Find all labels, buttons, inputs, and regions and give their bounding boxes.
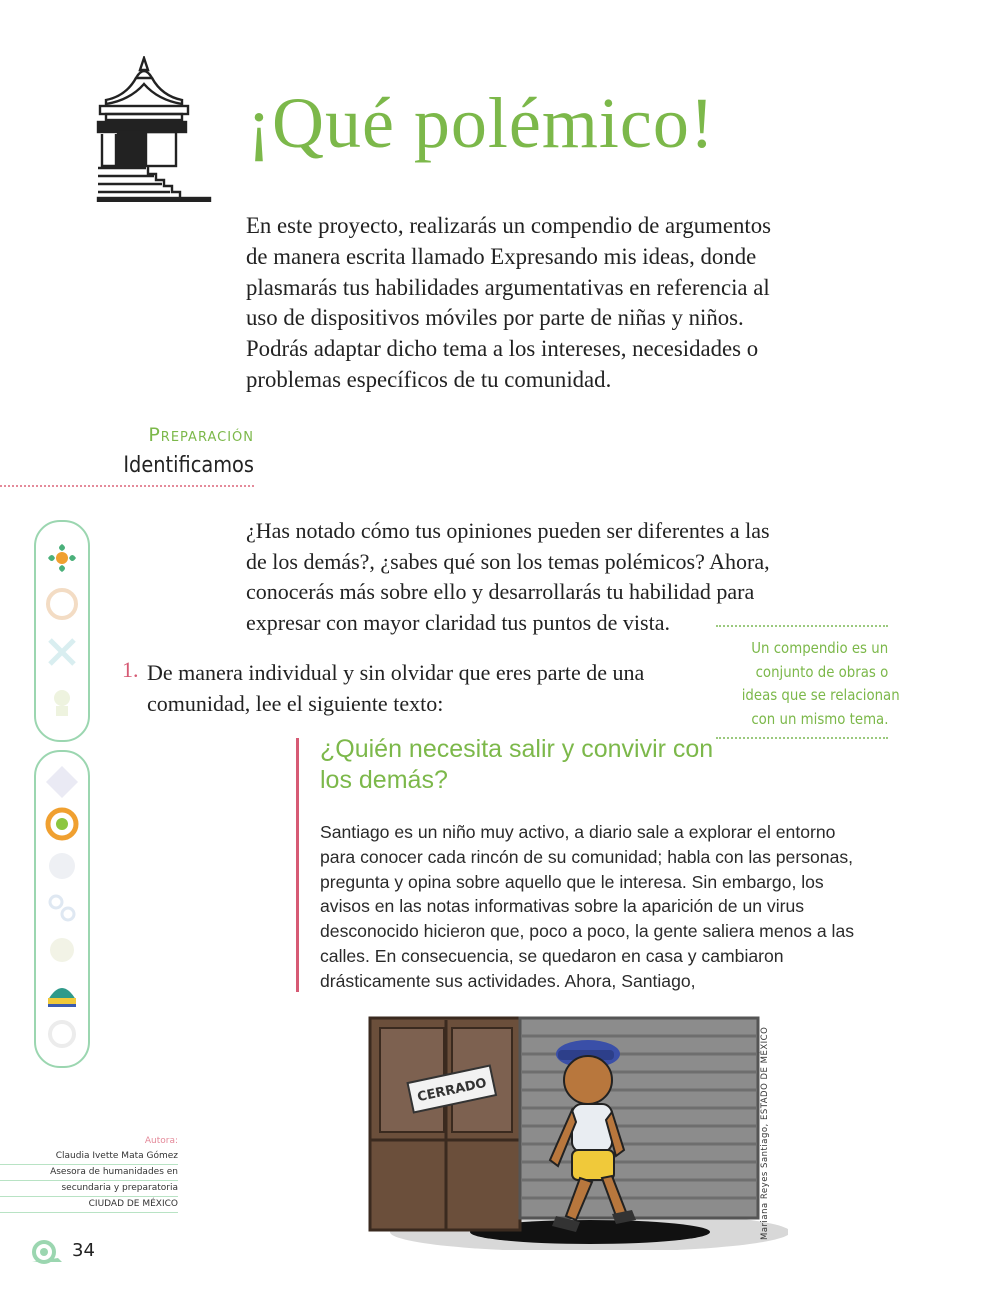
flower-icon: [44, 540, 80, 576]
turtle-icon: [44, 974, 80, 1010]
faded-leaf-icon: [44, 932, 80, 968]
phase-sidebar-top: [34, 520, 90, 742]
activity-number: 1.: [122, 657, 139, 682]
faded-rings-icon: [44, 890, 80, 926]
glossary-line: Un compendio es un: [751, 639, 888, 657]
faded-symbol-icon: [44, 586, 80, 622]
temple-icon: [96, 56, 212, 202]
page-number: 34: [72, 1240, 95, 1261]
author-role: Asesora de humanidades en: [0, 1165, 178, 1181]
sign-text: CERRADO: [416, 1075, 489, 1106]
faded-symbol-icon: [44, 634, 80, 670]
author-name: Claudia Ivette Mata Gómez: [0, 1149, 178, 1165]
glossary-note: [716, 625, 900, 739]
author-role: secundaria y preparatoria: [0, 1181, 178, 1197]
identify-paragraph: ¿Has notado cómo tus opiniones pueden ser diferentes a las de los demás?, ¿sabes qué son los temas polémicos? Ahora, conocerás más sobre ello y desarrollarás tu habilidad para expresar con mayor claridad tus puntos de vista.: [246, 518, 770, 635]
glossary-line: ideas que se relacionan: [741, 686, 900, 705]
story-title: ¿Quién necesita salir y convivir con los demás?: [320, 735, 714, 794]
author-credit: [0, 1136, 178, 1213]
section-divider: [0, 485, 254, 487]
story-text: Santiago es un niño muy activo, a diario sale a explorar el entorno para conocer cada rincón de su comunidad; habla con las personas, pregunta y opina sobre aquello que le interesa. Sin embargo, los avisos en las notas informativas sobre la aparición de un virus desconocido hicieron que, poco a poco, la gente saliera menos a las calles. En consecuencia, se quedaron en casa y cambiaron drásticamente sus actividades. Ahora, Santiago,: [320, 822, 855, 991]
activity-text: De manera individual y sin olvidar que eres parte de una comunidad, lee el siguiente texto:: [147, 660, 645, 716]
author-place: CIUDAD DE MÉXICO: [0, 1197, 178, 1213]
faded-circle-icon: [44, 848, 80, 884]
faded-circle-icon: [44, 1016, 80, 1052]
spiral-icon: [44, 806, 80, 842]
snail-icon: [28, 1238, 64, 1266]
author-label: Autora:: [144, 1136, 178, 1146]
illustration-credit: Mariana Reyes Santiago, ESTADO DE MÉXICO: [760, 1026, 770, 1240]
story-accent-bar: [296, 738, 299, 992]
faded-symbol-icon: [44, 684, 80, 720]
intro-paragraph: En este proyecto, realizarás un compendio de argumentos de manera escrita llamado Expresando mis ideas, donde plasmarás tus habilidades argumentativas en referencia al uso de dispositivos móviles por parte de niñas y niños. Podrás adaptar dicho tema a los intereses, necesidades o problemas específicos de tu comunidad.: [246, 213, 771, 392]
page-title: ¡Qué polémico!: [247, 83, 715, 163]
phase-sidebar-bottom: [34, 750, 90, 1068]
glossary-line: con un mismo tema.: [750, 709, 888, 728]
section-label: Preparación: [148, 424, 254, 446]
illustration-closed-shop: [340, 1010, 788, 1250]
faded-diamond-icon: [44, 764, 80, 800]
section-subtitle: Identificamos: [123, 453, 254, 478]
glossary-line: conjunto de obras o: [755, 662, 888, 681]
